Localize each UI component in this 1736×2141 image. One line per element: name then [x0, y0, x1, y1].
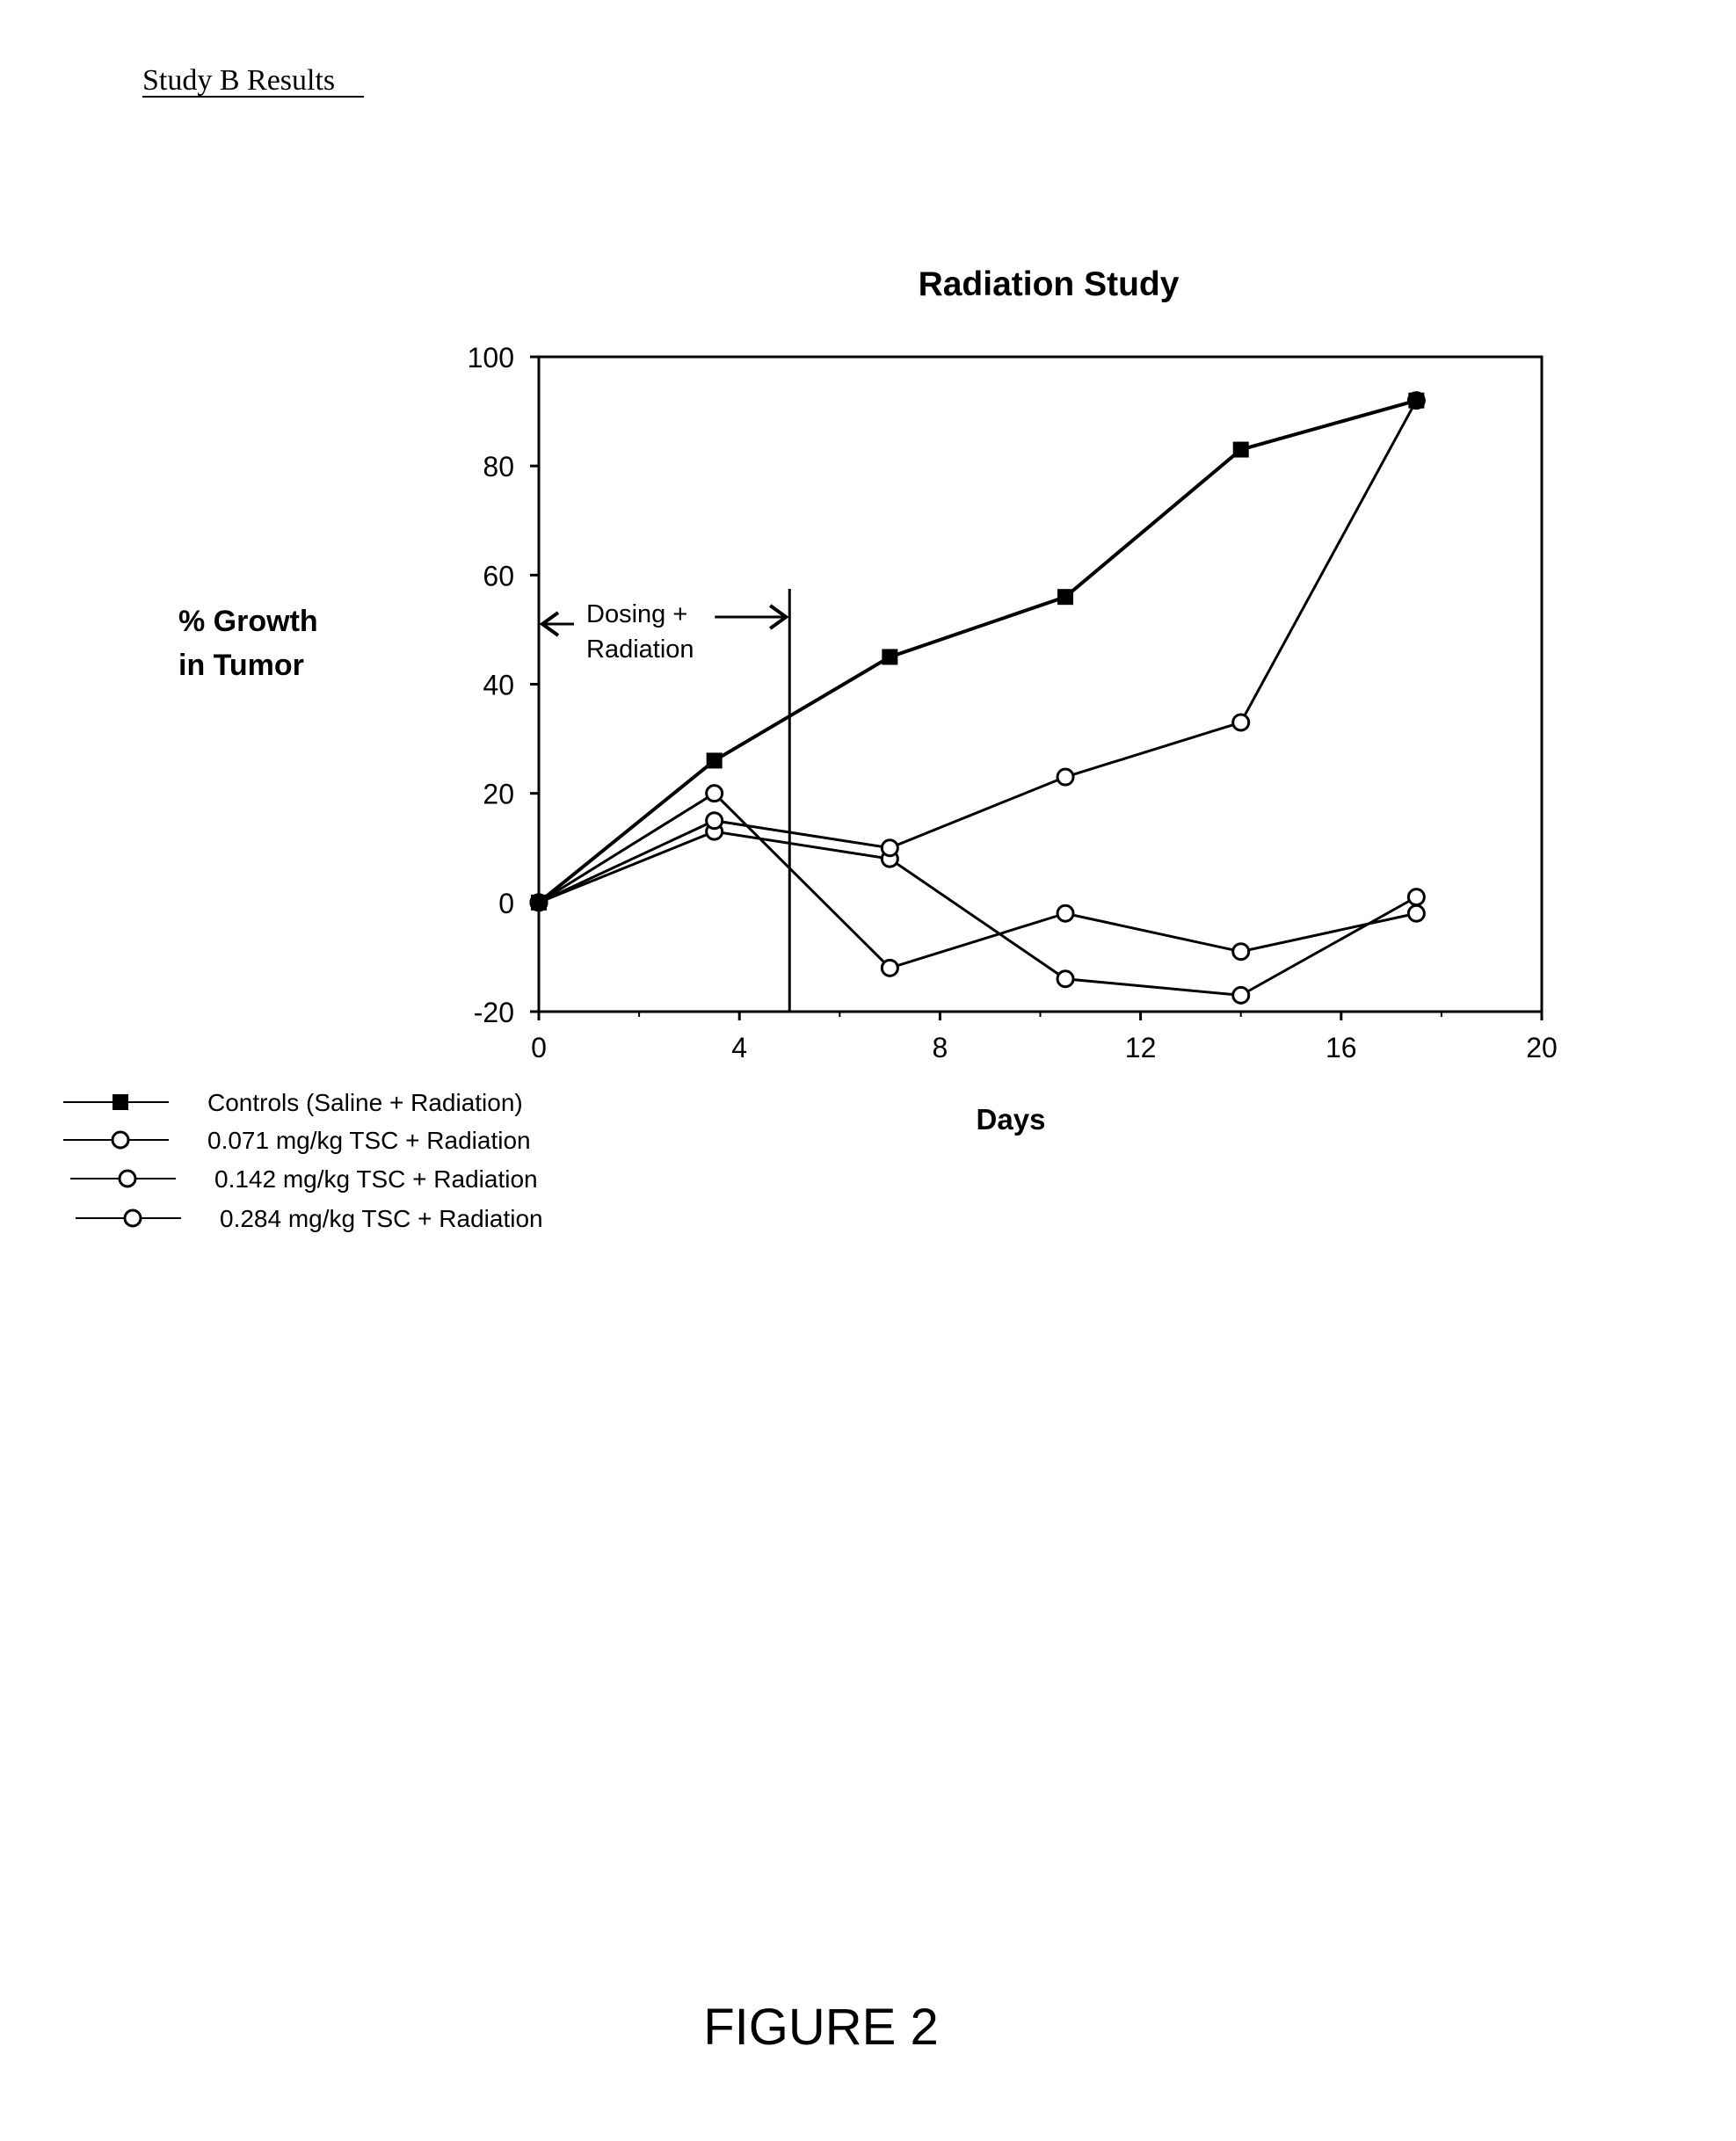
legend-label: 0.284 mg/kg TSC + Radiation	[220, 1205, 543, 1232]
y-tick-label: 60	[483, 560, 514, 591]
y-tick-label: 40	[483, 670, 514, 701]
x-tick-label: 20	[1526, 1032, 1558, 1063]
series-group	[531, 393, 1424, 1004]
x-tick-label: 0	[531, 1032, 547, 1063]
y-tick-label: 80	[483, 451, 514, 483]
data-point	[1408, 905, 1424, 921]
series-line	[539, 831, 1416, 995]
y-tick-label: 100	[468, 342, 514, 374]
y-axis-label-line1: % Growth	[178, 605, 318, 638]
legend	[63, 1089, 543, 1232]
data-point	[707, 752, 723, 768]
legend-circle-icon	[120, 1171, 135, 1187]
legend-item-3	[76, 1205, 543, 1232]
x-tick-label: 4	[731, 1032, 747, 1063]
data-point	[1057, 769, 1073, 785]
legend-square-icon	[113, 1094, 128, 1110]
x-axis	[531, 1012, 1558, 1063]
x-tick-label: 16	[1326, 1032, 1357, 1063]
series-line	[539, 794, 1416, 969]
data-point	[1408, 393, 1424, 409]
legend-item-0	[63, 1089, 523, 1116]
data-point	[707, 813, 723, 829]
legend-circle-icon	[125, 1210, 141, 1226]
y-tick-label: 20	[483, 779, 514, 810]
y-tick-label: 0	[498, 888, 514, 919]
y-axis-label-line2: in Tumor	[178, 649, 304, 682]
y-axis	[468, 342, 539, 1028]
data-point	[531, 895, 547, 911]
y-tick-label: -20	[474, 997, 514, 1028]
x-axis-label: Days	[977, 1103, 1046, 1136]
data-point	[882, 960, 897, 976]
data-point	[1233, 987, 1249, 1003]
legend-circle-icon	[113, 1132, 128, 1148]
chart-title: Radiation Study	[919, 265, 1180, 303]
page-heading: Study B Results	[142, 64, 335, 97]
data-point	[1057, 589, 1073, 605]
data-point	[882, 840, 897, 856]
x-tick-label: 12	[1125, 1032, 1157, 1063]
data-point	[1057, 971, 1073, 987]
plot-area-frame	[539, 357, 1542, 1012]
data-point	[707, 786, 723, 802]
data-point	[1233, 944, 1249, 960]
dosing-label-line2: Radiation	[586, 635, 694, 664]
figure	[0, 0, 1736, 2141]
series-3	[531, 824, 1424, 1003]
legend-label: Controls (Saline + Radiation)	[207, 1089, 523, 1116]
dosing-label-line1: Dosing +	[586, 600, 687, 628]
data-point	[1233, 442, 1249, 458]
x-tick-label: 8	[933, 1032, 948, 1063]
figure-label: FIGURE 2	[703, 1999, 939, 2056]
legend-label: 0.142 mg/kg TSC + Radiation	[214, 1165, 538, 1193]
legend-item-1	[63, 1127, 531, 1154]
legend-label: 0.071 mg/kg TSC + Radiation	[207, 1127, 531, 1154]
data-point	[1057, 905, 1073, 921]
data-point	[882, 649, 897, 664]
data-point	[1233, 715, 1249, 730]
data-point	[1408, 889, 1424, 905]
series-2	[531, 786, 1424, 976]
legend-item-2	[70, 1165, 538, 1193]
